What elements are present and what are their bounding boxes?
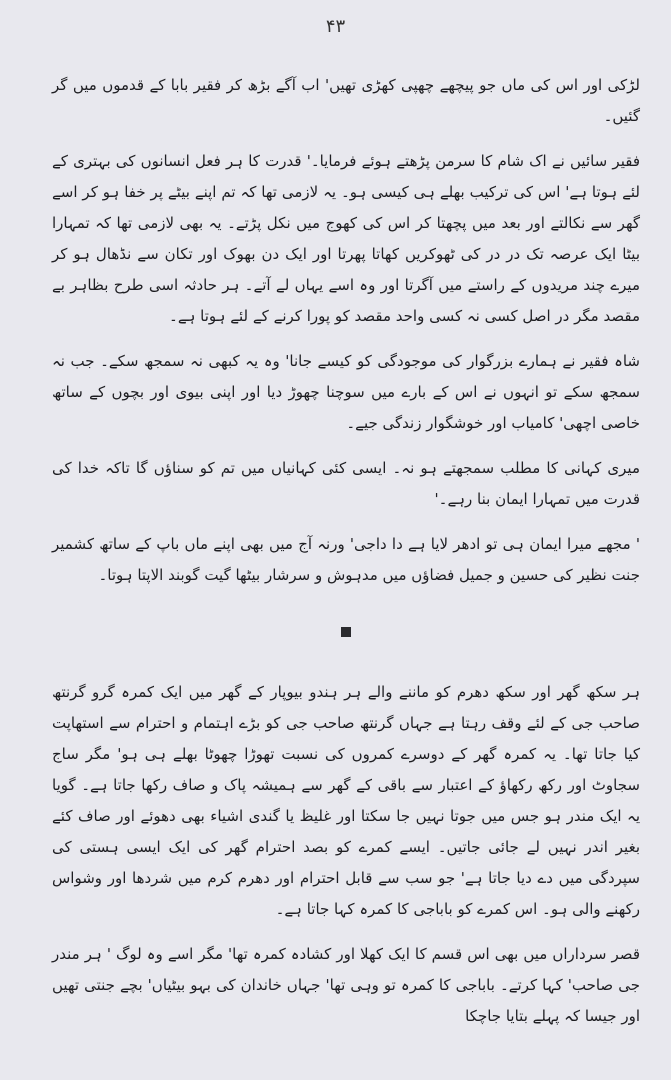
paragraph: میری کہانی کا مطلب سمجھتے ہو نہ۔ ایسی کئی کہانیاں میں تم کو سناؤں گا تاکہ خدا کی قدرت میں تمہارا ایمان بنا رہے۔' — [52, 459, 640, 508]
paragraph: شاہ فقیر نے ہمارے بزرگوار کی موجودگی کو کیسے جانا' وہ یہ کبھی نہ سمجھ سکے۔ جب نہ سمجھ سکے تو انہوں نے اس کے بارے میں سوچنا چھوڑ دیا اور اپنی بیوی اور بچوں کے ساتھ خاصی اچھی' کامیاب اور خوشگوار زندگی جیے۔ — [52, 352, 640, 432]
paragraph: ہر سکھ گھر اور سکھ دھرم کو ماننے والے ہر ہندو بیوپار کے گھر میں ایک کمرہ گرو گرنتھ صاحب جی کے لئے وقف رہتا ہے جہاں گرنتھ صاحب جی کو بڑے اہتمام و احترام سے استھاپت کیا جاتا تھا۔ یہ کمرہ گھر کے دوسرے کمروں کی نسبت تھوڑا چھوٹا بھلے ہی ہو' مگر ساج سجاوٹ اور رکھ رکھاؤ کے اعتبار سے باقی کے گھر سے ہمیشہ پاک و صاف رکھا جاتا ہے۔ گویا یہ ایک مندر ہو جس میں جوتا نہیں جا سکتا اور غلیظ یا گندی اشیاء بھی دھوئے اور صاف کئے بغیر اندر نہیں لے جائی جاتیں۔ ایسے کمرے کو بصد احترام گھر کی ایک ایسی ہستی کی سپردگی میں دے دیا جاتا ہے' جو سب سے قابل احترام اور دھرم کرم میں شردھا اور وشواس رکھنے والی ہو۔ اس کمرے کو باباجی کا کمرہ کہا جاتا ہے۔ — [52, 683, 640, 918]
page-content — [52, 70, 640, 1046]
paragraph: فقیر سائیں نے اک شام کا سرمن پڑھتے ہوئے فرمایا۔' قدرت کا ہر فعل انسانوں کی بہتری کے لئے ہوتا ہے' اس کی ترکیب بھلے ہی کیسی ہو۔ یہ لازمی تھا کہ تم اپنے بیٹے پر خفا ہو کر اسے گھر سے نکالتے اور بعد میں پچھتا کر اس کی کھوج میں نکل پڑتے۔ یہ بھی لازمی تھا کہ تمہارا بیٹا ایک عرصہ تک در در کی ٹھوکریں کھاتا پھرتا اور ایک دن بھوک اور تکان سے نڈھال ہو کر میرے چند مریدوں کے راستے میں آگرتا اور وہ اسے یہاں لے آتے۔ ہر حادثہ اسی طرح بظاہر بے مقصد مگر در اصل کسی نہ کسی واحد مقصد کو پورا کرنے کے لئے ہوتا ہے۔ — [52, 152, 640, 325]
paragraph: ' مجھے میرا ایمان ہی تو ادھر لایا ہے دا داجی' ورنہ آج میں بھی اپنے ماں باپ کے ساتھ کشمیر جنت نظیر کی حسین و جمیل فضاؤں میں مدہوش و سرشار بیٹھا گیت گوبند الاپتا ہوتا۔ — [52, 535, 640, 584]
page-number: ۴۳ — [325, 16, 346, 37]
paragraph: قصر سرداراں میں بھی اس قسم کا ایک کھلا اور کشادہ کمرہ تھا' مگر اسے وہ لوگ ' ہر مندر جی صاحب' کہا کرتے۔ باباجی کا کمرہ تو وہی تھا' جہاں خاندان کی بہو بیٹیاں' بچے جنتی تھیں اور جیسا کہ پہلے بتایا جاچکا — [52, 945, 640, 1025]
section-separator — [341, 627, 351, 637]
paragraph: لڑکی اور اس کی ماں جو پیچھے چھپی کھڑی تھیں' اب آگے بڑھ کر فقیر بابا کے قدموں میں گر گئیں۔ — [52, 76, 640, 125]
